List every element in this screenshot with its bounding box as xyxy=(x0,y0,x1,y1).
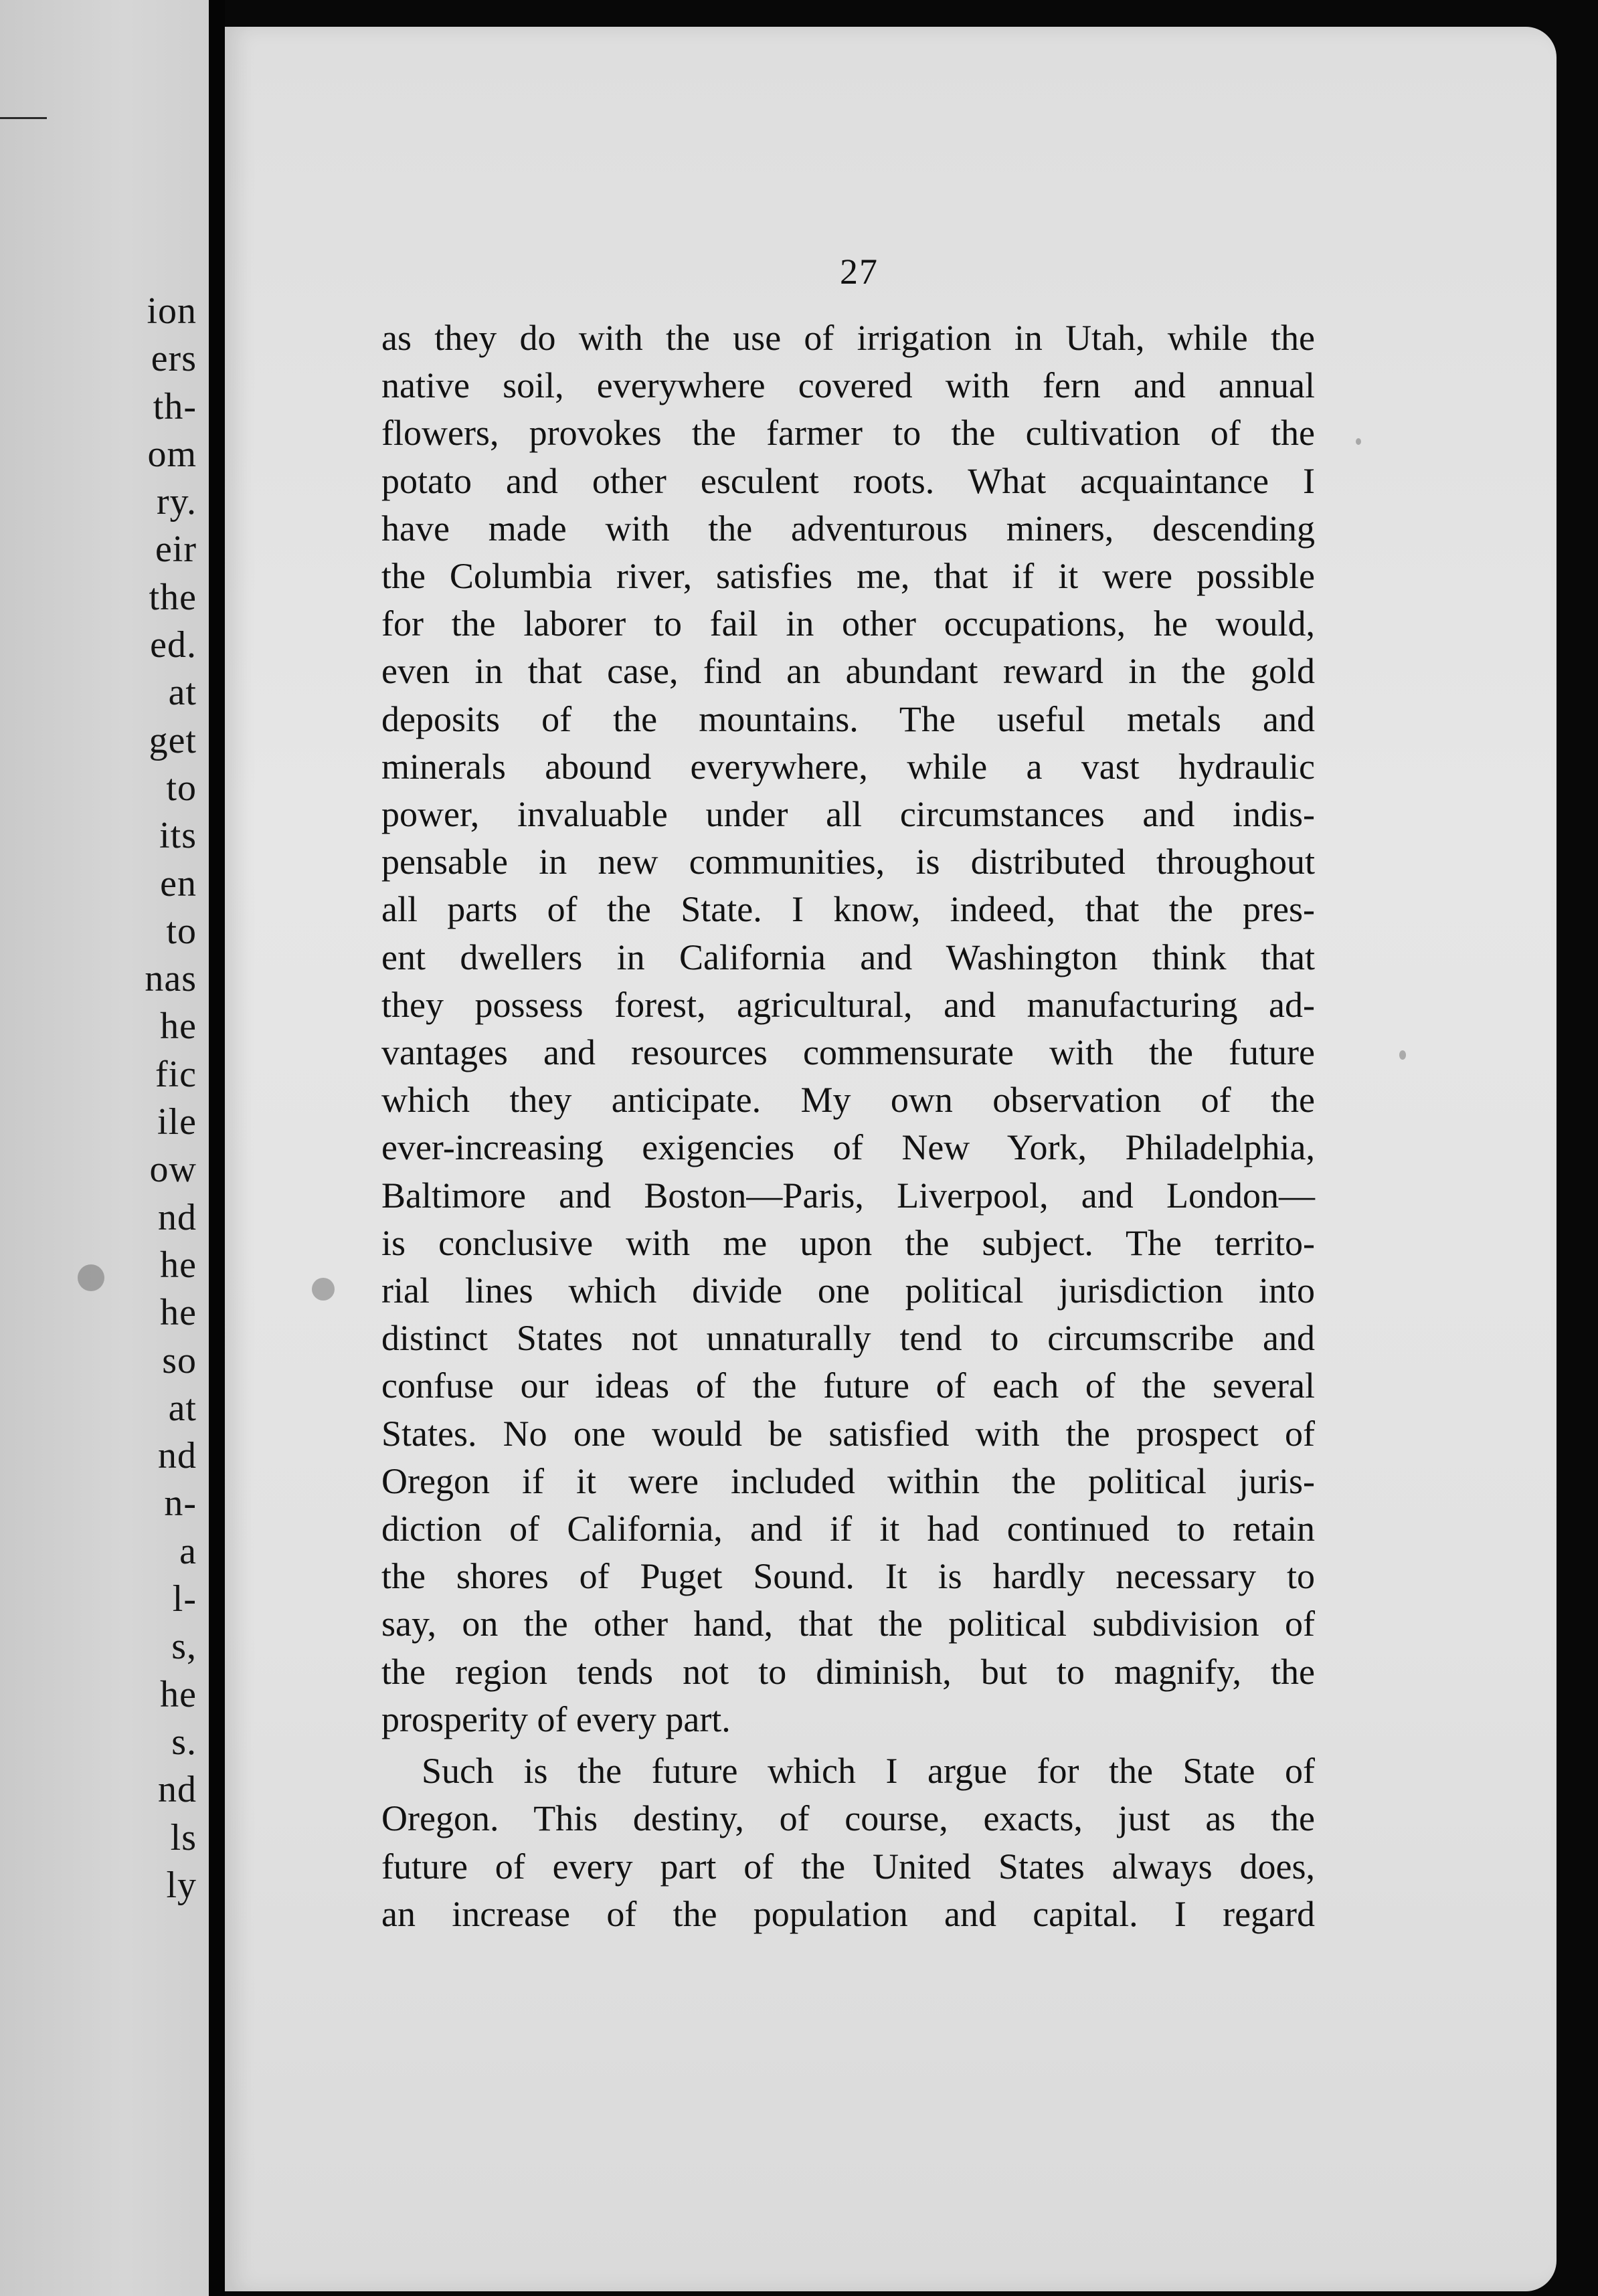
previous-page-fragment: so xyxy=(162,1339,197,1381)
previous-page-edge xyxy=(0,0,209,2296)
page-number: 27 xyxy=(840,252,879,292)
paper-speck xyxy=(78,1264,104,1291)
text-line: native soil, everywhere covered with fern and annual xyxy=(381,365,1315,406)
text-line: ever-increasing exigencies of New York, Philadelphia, xyxy=(381,1127,1315,1168)
previous-page-fragment: ry. xyxy=(156,481,197,523)
text-line: States. No one would be satisfied with the prospect of xyxy=(381,1413,1315,1454)
text-line: have made with the adventurous miners, descending xyxy=(381,508,1315,549)
text-line: confuse our ideas of the future of each of the several xyxy=(381,1365,1315,1406)
text-line: say, on the other hand, that the political subdivision of xyxy=(381,1604,1315,1644)
previous-page-fragment: eir xyxy=(155,529,197,571)
previous-page-fragment: ly xyxy=(166,1864,197,1906)
previous-page-fragment: he xyxy=(160,1006,197,1048)
text-line: all parts of the State. I know, indeed, that the pres- xyxy=(381,889,1315,930)
text-line: vantages and resources commensurate with the future xyxy=(381,1032,1315,1073)
text-line: the region tends not to diminish, but to magnify, the xyxy=(381,1651,1315,1692)
previous-page-text-fragments xyxy=(145,288,197,1909)
text-line: pensable in new communities, is distributed throughout xyxy=(381,842,1315,882)
text-line: the Columbia river, satisfies me, that if it were possible xyxy=(381,556,1315,597)
page-body-text xyxy=(381,314,1315,1938)
text-line: which they anticipate. My own observation of the xyxy=(381,1080,1315,1121)
text-line: minerals abound everywhere, while a vast hydraulic xyxy=(381,746,1315,787)
text-line: distinct States not unnaturally tend to circumscribe and xyxy=(381,1318,1315,1359)
previous-page-fragment: s. xyxy=(171,1721,197,1763)
previous-page-fragment: nd xyxy=(158,1769,197,1811)
book-gutter xyxy=(209,0,225,2296)
text-line: Such is the future which I argue for the State of xyxy=(422,1751,1315,1792)
previous-page-fragment: th- xyxy=(153,385,197,427)
text-line: future of every part of the United States always does, xyxy=(381,1846,1315,1887)
previous-page-fragment: ls xyxy=(170,1816,197,1858)
paper-speck xyxy=(1399,1050,1406,1060)
page-edge-mark xyxy=(0,117,47,119)
text-line: prosperity of every part. xyxy=(381,1699,731,1739)
previous-page-fragment: a xyxy=(179,1530,197,1572)
paragraph xyxy=(381,1747,1315,1938)
text-line: diction of California, and if it had continued to retain xyxy=(381,1509,1315,1549)
text-line: is conclusive with me upon the subject. The territo- xyxy=(381,1222,1315,1263)
paper-speck xyxy=(312,1278,335,1301)
previous-page-fragment: he xyxy=(160,1292,197,1334)
text-line: power, invaluable under all circumstances and indis- xyxy=(381,794,1315,835)
text-line: Oregon if it were included within the political juris- xyxy=(381,1460,1315,1501)
previous-page-fragment: ion xyxy=(147,290,197,332)
previous-page-fragment: ile xyxy=(157,1101,197,1143)
text-line: they possess forest, agricultural, and manufacturing ad- xyxy=(381,984,1315,1025)
previous-page-fragment: nd xyxy=(158,1435,197,1477)
previous-page-fragment: the xyxy=(149,576,197,618)
paragraph xyxy=(381,314,1315,1743)
previous-page-fragment: to xyxy=(166,910,197,952)
text-line: an increase of the population and capital. I regard xyxy=(381,1893,1315,1934)
text-line: Oregon. This destiny, of course, exacts, just as the xyxy=(381,1798,1315,1839)
previous-page-fragment: nas xyxy=(145,958,197,1000)
text-line: deposits of the mountains. The useful metals and xyxy=(381,698,1315,739)
text-line: as they do with the use of irrigation in Utah, while the xyxy=(381,318,1315,358)
text-line: flowers, provokes the farmer to the cultivation of the xyxy=(381,413,1315,454)
previous-page-fragment: fic xyxy=(155,1053,197,1095)
previous-page-fragment: l- xyxy=(172,1578,197,1620)
previous-page-fragment: ow xyxy=(149,1149,197,1191)
previous-page-fragment: ed. xyxy=(150,624,197,666)
previous-page-fragment: n- xyxy=(164,1482,197,1525)
previous-page-fragment: he xyxy=(160,1244,197,1286)
previous-page-fragment: nd xyxy=(158,1196,197,1238)
text-line: ent dwellers in California and Washington think that xyxy=(381,937,1315,977)
paper-speck xyxy=(1356,438,1361,445)
previous-page-fragment: ers xyxy=(151,338,197,380)
previous-page-fragment: he xyxy=(160,1673,197,1715)
previous-page-fragment: to xyxy=(166,767,197,809)
text-line: Baltimore and Boston—Paris, Liverpool, and London— xyxy=(381,1175,1315,1216)
previous-page-fragment: s, xyxy=(171,1626,197,1668)
text-line: even in that case, find an abundant reward in the gold xyxy=(381,651,1315,692)
text-line: the shores of Puget Sound. It is hardly necessary to xyxy=(381,1556,1315,1597)
text-line: rial lines which divide one political jurisdiction into xyxy=(381,1270,1315,1311)
previous-page-fragment: get xyxy=(149,719,197,761)
text-line: for the laborer to fail in other occupations, he would, xyxy=(381,603,1315,644)
previous-page-fragment: om xyxy=(147,433,197,475)
previous-page-fragment: its xyxy=(159,815,197,857)
text-line: potato and other esculent roots. What acquaintance I xyxy=(381,460,1315,501)
previous-page-fragment: at xyxy=(168,1387,197,1429)
previous-page-fragment: en xyxy=(160,862,197,904)
previous-page-fragment: at xyxy=(168,672,197,714)
